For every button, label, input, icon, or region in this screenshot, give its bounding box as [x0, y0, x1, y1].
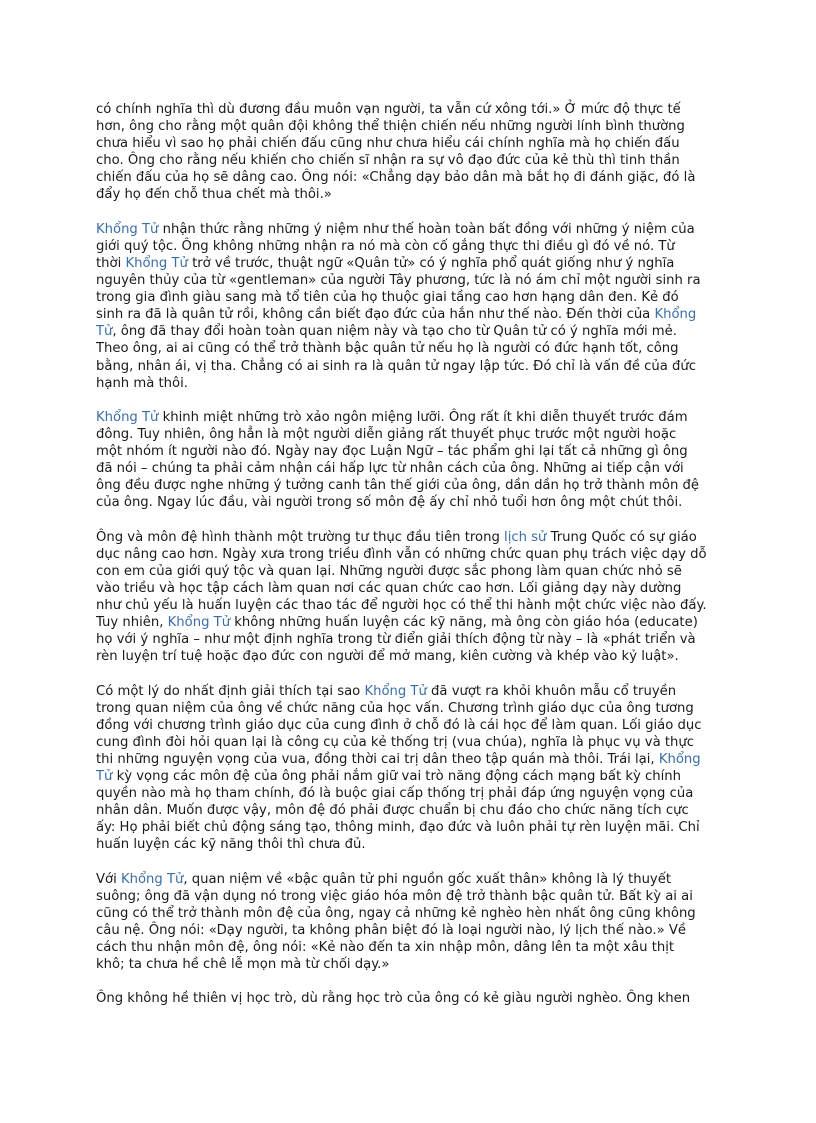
- text-line: [96, 169, 720, 186]
- text-line: [96, 802, 720, 819]
- text-line: [96, 101, 720, 118]
- hyperlink[interactable]: Khổng Tử: [125, 255, 188, 271]
- hyperlink[interactable]: Khổng: [654, 307, 697, 323]
- paragraph: [96, 221, 720, 392]
- hyperlink[interactable]: Khổng Tử: [120, 871, 184, 887]
- text-line: [96, 768, 720, 785]
- text-line: [96, 700, 720, 717]
- text-line: [96, 306, 720, 323]
- text-run: như chủ yếu là huấn luyện các thao tác để người học có thể thi hành một chức việc nào đấy.: [96, 598, 707, 613]
- text-run: , ông đã thay đổi hoàn toàn quan niệm này và tạo cho từ Quân tử có ý nghĩa mới mẻ.: [112, 324, 677, 340]
- text-run: đã vượt ra khỏi khuôn mẫu cổ truyền: [426, 683, 677, 699]
- text-line: [96, 323, 720, 340]
- text-run: giới quý tộc. Ông không những nhận ra nó mà còn cố gắng thực thi điều gì đó về nó. Từ: [96, 238, 675, 254]
- text-run: nguyên thủy của từ «gentleman» của người Tây phương, tức là nó ám chỉ một người sinh ra: [96, 273, 701, 289]
- text-line: [96, 238, 720, 255]
- text-line: [96, 939, 720, 956]
- text-run: quyền nào mà họ tham chính, đó là buộc giai cấp thống trị phải đáp ứng nguyện vọng của: [96, 786, 694, 802]
- text-line: [96, 871, 720, 888]
- text-line: [96, 221, 720, 238]
- text-run: thời: [96, 255, 126, 271]
- text-line: [96, 751, 720, 768]
- text-run: con em của giới quý tộc và quan lại. Những người được sắc phong làm quan chức nhỏ sẽ: [96, 563, 682, 579]
- text-run: sinh ra đã là quân tử rồi, không cần biết đạo đức của hắn như thế nào. Đến thời của: [96, 307, 655, 323]
- text-run: Với: [96, 871, 121, 887]
- text-run: Tuy nhiên,: [96, 615, 168, 631]
- text-run: kỳ vọng các môn đệ của ông phải nắm giữ vai trò năng động cách mạng bất kỳ chính: [112, 769, 681, 785]
- text-run: huấn luyện các kỹ năng thôi thì chưa đủ.: [96, 837, 366, 853]
- text-run: trong gia đình giàu sang mà tổ tiên của họ thuộc giai tầng cao hơn hạng dân đen. Kẻ đó: [96, 290, 679, 306]
- text-run: Ông không hề thiên vị học trò, dù rằng học trò của ông có kẻ giàu người nghèo. Ông khen: [96, 991, 691, 1007]
- text-line: [96, 375, 720, 392]
- text-line: [96, 683, 720, 700]
- text-line: [96, 922, 720, 939]
- text-run: họ với ý nghĩa – như một định nghĩa trong từ điển giải thích động từ này – là «phát triển và: [96, 632, 696, 648]
- text-run: đẩy họ đến chỗ thua chết mà thôi.»: [96, 187, 332, 203]
- text-run: đã nói – chúng ta phải cảm nhận cái hấp lực từ nhân cách của ông. Những ai tiếp cận với: [96, 461, 684, 477]
- paragraph: [96, 683, 720, 854]
- text-run: khinh miệt những trò xảo ngôn miệng lưỡi. Ông rất ít khi diễn thuyết trước đám: [158, 409, 688, 425]
- hyperlink[interactable]: Khổng Tử: [96, 221, 159, 237]
- text-line: [96, 340, 720, 357]
- text-line: [96, 289, 720, 306]
- text-run: khô; ta chưa hề chê lễ mọn mà từ chối dạy.»: [96, 957, 390, 973]
- text-line: [96, 426, 720, 443]
- text-line: [96, 152, 720, 169]
- text-line: [96, 494, 720, 511]
- text-run: chiến đấu của họ sẽ dâng cao. Ông nói: «Chẳng dạy bảo dân mà bắt họ đi đánh giặc, đó là: [96, 170, 696, 186]
- document-page: [96, 101, 720, 1025]
- paragraph: [96, 101, 720, 204]
- text-line: [96, 546, 720, 563]
- text-line: [96, 255, 720, 272]
- text-line: [96, 836, 720, 853]
- paragraph: [96, 529, 720, 666]
- hyperlink[interactable]: lịch sử: [504, 529, 547, 545]
- text-run: một nhóm ít người nào đó. Ngày nay đọc Luận Ngữ – tác phẩm ghi lại tất cả những gì ông: [96, 444, 688, 460]
- text-line: [96, 118, 720, 135]
- text-run: ấy: Họ phải biết chủ động sáng tạo, thông minh, đạo đức và luôn phải tự rèn luyện mãi. Chỉ: [96, 820, 700, 836]
- text-line: [96, 186, 720, 203]
- text-run: Ông và môn đệ hình thành một trường tư thục đầu tiên trong: [96, 529, 505, 545]
- text-run: rèn luyện trí tuệ hoặc đạo đức con người để mở mang, kiên cường và khép vào kỷ luật».: [96, 649, 679, 665]
- text-run: hạnh mà thôi.: [96, 375, 188, 391]
- text-run: dục nâng cao hơn. Ngày xưa trong triều đình vẫn có những chức quan phụ trách việc dạy dỗ: [96, 546, 707, 562]
- text-line: [96, 597, 720, 614]
- text-run: vào triều và học tập cách làm quan nơi các quan chức cao hơn. Lối giảng dạy này dường: [96, 580, 682, 596]
- text-run: Theo ông, ai ai cũng có thể trở thành bậc quân tử nếu họ là người có đức hạnh tốt, công: [96, 341, 679, 357]
- hyperlink[interactable]: Tử: [96, 324, 113, 340]
- text-line: [96, 956, 720, 973]
- text-run: trở về trước, thuật ngữ «Quân tử» có ý nghĩa phổ quát giống như ý nghĩa: [187, 255, 675, 271]
- paragraph: [96, 990, 720, 1007]
- text-line: [96, 648, 720, 665]
- hyperlink[interactable]: Tử: [96, 769, 113, 785]
- text-run: không những huấn luyện các kỹ năng, mà ông còn giáo hóa (educate): [230, 615, 698, 631]
- text-run: suông; ông đã vận dụng nó trong việc giáo hóa môn đệ trở thành bậc quân tử. Bất kỳ ai ai: [96, 888, 693, 904]
- hyperlink[interactable]: Khổng: [658, 751, 701, 767]
- text-line: [96, 409, 720, 426]
- text-run: nhân dân. Muốn được vậy, môn đệ đó phải được chuẩn bị chu đáo cho chức năng tích cực: [96, 803, 689, 819]
- text-line: [96, 460, 720, 477]
- text-run: đông. Tuy nhiên, ông hẳn là một người diễn giảng rất thuyết phục trước một người hoặc: [96, 426, 677, 442]
- paragraph: [96, 409, 720, 512]
- text-run: câu nệ. Ông nói: «Dạy người, ta không phân biệt đó là loại người nào, lý lịch thế nào.» Về: [96, 922, 686, 938]
- text-run: đồng với chương trình giáo dục của cung đình ở chỗ đó là cái học để làm quan. Lối giáo dục: [96, 717, 702, 733]
- text-run: cho. Ông cho rằng nếu khiến cho chiến sĩ nhận ra sự vô đạo đức của kẻ thù thì tinh thần: [96, 153, 680, 169]
- text-run: trong quan niệm của ông về chức năng của học vấn. Chương trình giáo dục của ông tương: [96, 700, 694, 716]
- text-line: [96, 905, 720, 922]
- text-line: [96, 785, 720, 802]
- text-line: [96, 614, 720, 631]
- text-line: [96, 358, 720, 375]
- text-line: [96, 631, 720, 648]
- text-line: [96, 443, 720, 460]
- text-run: ông đều được nghe những ý tưởng canh tân thế giới của ông, dần dần họ trở thành môn đệ: [96, 478, 700, 494]
- text-run: của ông. Ngay lúc đầu, vài người trong số môn đệ ấy chỉ nhỏ tuổi hơn ông một chút thôi.: [96, 495, 683, 511]
- text-line: [96, 563, 720, 580]
- text-run: cũng có thể trở thành môn đệ của ông, ngay cả những kẻ nghèo hèn nhất ông cũng không: [96, 905, 696, 921]
- hyperlink[interactable]: Khổng Tử: [364, 683, 427, 699]
- text-line: [96, 734, 720, 751]
- text-line: [96, 580, 720, 597]
- text-line: [96, 819, 720, 836]
- text-run: Trung Quốc có sự giáo: [546, 529, 697, 545]
- hyperlink[interactable]: Khổng Tử: [96, 409, 159, 425]
- text-line: [96, 135, 720, 152]
- text-run: bằng, nhân ái, vị tha. Chẳng có ai sinh ra là quân tử ngay lập tức. Đó chỉ là vấn đề của đức: [96, 358, 696, 374]
- text-line: [96, 477, 720, 494]
- text-line: [96, 990, 720, 1007]
- text-run: thi những nguyện vọng của vua, đồng thời cai trị dân theo tập quán mà thôi. Trái lại,: [96, 751, 659, 767]
- text-run: cung đình đòi hỏi quan lại là công cụ của kẻ thống trị (vua chúa), nghĩa là phục vụ và thực: [96, 734, 694, 750]
- text-line: [96, 888, 720, 905]
- text-line: [96, 717, 720, 734]
- text-line: [96, 529, 720, 546]
- text-run: cách thu nhận môn đệ, ông nói: «Kẻ nào đến ta xin nhập môn, dâng lên ta một xâu thịt: [96, 940, 675, 956]
- text-run: Có một lý do nhất định giải thích tại sao: [96, 683, 365, 699]
- text-run: nhận thức rằng những ý niệm như thế hoàn toàn bất đồng với những ý niệm của: [158, 221, 695, 237]
- text-run: , quan niệm về «bậc quân tử phi nguồn gốc xuất thân» không là lý thuyết: [183, 871, 672, 887]
- text-line: [96, 272, 720, 289]
- text-run: hơn, ông cho rằng một quân đội không thể thiện chiến nếu những người lính bình thường: [96, 119, 685, 135]
- text-run: có chính nghĩa thì dù đương đầu muôn vạn người, ta vẫn cứ xông tới.» Ở mức độ thực tế: [96, 102, 681, 117]
- hyperlink[interactable]: Khổng Tử: [167, 615, 231, 631]
- paragraph: [96, 871, 720, 974]
- text-run: chưa hiểu vì sao họ phải chiến đấu cũng như chưa hiểu cái chính nghĩa mà họ chiến đấu: [96, 136, 680, 152]
